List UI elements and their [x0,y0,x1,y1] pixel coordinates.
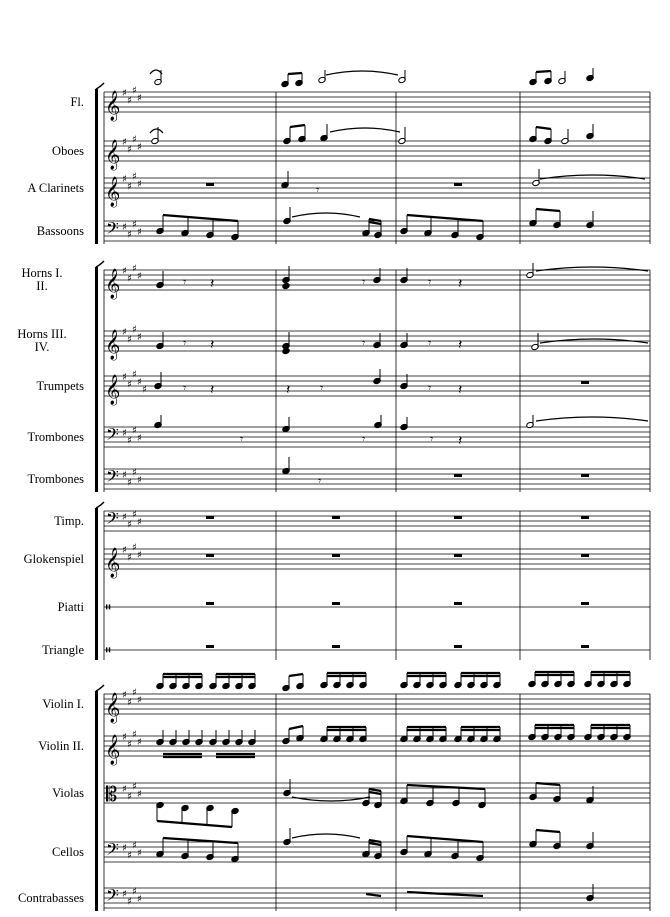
quarter-rest: 𝄽 [458,382,463,398]
sharp-icon: ♯ [132,369,137,381]
whole-rest [332,645,340,648]
instrument-label [0,328,84,354]
sharp-icon: ♯ [137,848,142,859]
whole-rest [454,554,462,557]
sharp-icon: ♯ [127,181,132,193]
instrument-label-text: Triangle [42,642,84,657]
beam [289,674,303,676]
instrument-label-text: Violin I. [42,696,84,711]
beam [288,73,302,74]
eighth-rest: 𝄾 [362,275,366,289]
bracket-hook [96,83,104,89]
eighth-rest: 𝄾 [430,432,434,446]
sharp-icon: ♯ [132,219,137,231]
beam [369,792,381,794]
sharp-icon: ♯ [127,697,132,709]
note-head [282,282,290,289]
percussion-clef-icon: 𝄥 [106,643,111,659]
tie [536,417,648,421]
bass-clef-icon: 𝄢 [106,466,119,490]
whole-rest [206,554,214,557]
instrument-label-text: IV. [34,340,50,354]
treble-clef-icon: 𝄞 [105,735,121,765]
instrument-label-text: Violas [52,785,84,800]
beam [536,127,551,129]
instrument-label-text: Fl. [70,94,84,109]
sharp-icon: ♯ [137,227,142,238]
sharp-icon: ♯ [127,791,132,803]
sharp-icon: ♯ [137,377,142,388]
sharp-icon: ♯ [122,372,127,383]
whole-rest [332,602,340,605]
eighth-rest: 𝄾 [240,432,244,446]
tie [292,797,370,801]
sharp-icon: ♯ [127,144,132,156]
instrument-labels [0,0,90,917]
beam [157,821,232,827]
instrument-label [0,473,84,486]
sharp-icon: ♯ [137,142,142,153]
eighth-rest: 𝄾 [428,381,432,395]
eighth-rest: 𝄾 [362,432,366,446]
whole-rest [332,516,340,519]
beam [290,125,305,127]
instrument-label [0,225,84,238]
whole-rest [454,645,462,648]
instrument-label-text: Cellos [52,844,84,859]
instrument-label [0,515,84,528]
quarter-rest: 𝄽 [458,276,463,292]
instrument-label [0,787,84,800]
sharp-icon: ♯ [122,843,127,854]
treble-clef-icon: 𝄞 [105,548,121,578]
group-bracket [95,691,98,911]
group-bracket [95,267,98,492]
treble-clef-icon: 𝄞 [105,91,121,121]
bass-clef-icon: 𝄢 [106,885,119,909]
eighth-rest: 𝄾 [183,381,187,395]
percussion-clef-icon: 𝄥 [106,600,111,616]
instrument-label-text: Timp. [54,513,84,528]
instrument-label-text: Oboes [52,143,84,158]
eighth-rest: 𝄾 [428,336,432,350]
bracket-hook [96,685,104,691]
instrument-label-text: Trumpets [36,378,84,393]
instrument-label-text: II. [36,279,48,293]
eighth-rest: 𝄾 [183,275,187,289]
instrument-label [0,267,84,293]
whole-rest [454,602,462,605]
tie [326,71,398,75]
bass-clef-icon: 𝄢 [106,508,119,532]
sharp-icon: ♯ [127,379,132,391]
sharp-icon: ♯ [132,85,137,97]
instrument-label [0,431,84,444]
sharp-icon: ♯ [122,428,127,439]
beam [407,892,483,896]
sharp-icon: ♯ [137,179,142,190]
group-bracket [95,89,98,244]
sharp-icon: ♯ [127,552,132,564]
instrument-label [0,601,84,614]
sharp-icon: ♯ [127,95,132,107]
instrument-label-text: Horns I. [21,266,63,280]
instrument-label-text: Glokenspiel [23,551,84,566]
sharp-icon: ♯ [127,739,132,751]
whole-rest [581,554,589,557]
beam [369,843,381,845]
tie [540,175,645,179]
tie [536,267,648,271]
sharp-icon: ♯ [137,695,142,706]
whole-rest [206,602,214,605]
whole-rest [332,554,340,557]
whole-rest [581,474,589,477]
beam [289,726,303,729]
quarter-rest: 𝄽 [210,382,215,398]
sharp-icon: ♯ [122,732,127,743]
alto-clef-icon: 𝄡 [106,782,118,806]
tie [150,129,163,133]
sharp-icon: ♯ [122,545,127,556]
whole-rest [581,645,589,648]
sharp-icon: ♯ [127,896,132,908]
sharp-icon: ♯ [137,433,142,444]
beam [366,894,381,896]
sharp-icon: ♯ [122,174,127,185]
group-bracket [95,508,98,660]
bass-clef-icon: 𝄢 [106,218,119,242]
sharp-icon: ♯ [132,324,137,336]
whole-rest [581,602,589,605]
whole-rest [454,183,462,186]
sharp-icon: ♯ [132,781,137,793]
beam [407,785,485,789]
sharp-icon: ♯ [137,737,142,748]
sharp-icon: ♯ [132,840,137,852]
sharp-icon: ♯ [137,789,142,800]
sharp-icon: ♯ [122,784,127,795]
sharp-icon: ♯ [132,729,137,741]
treble-clef-icon: 𝄞 [105,269,121,299]
instrument-label [0,644,84,657]
tie [292,834,360,838]
instrument-label-text: Trombones [27,471,84,486]
sharp-icon: ♯ [127,334,132,346]
instrument-label [0,553,84,566]
sharp-icon: ♯ [137,894,142,905]
instrument-label-text: Piatti [57,599,84,614]
whole-rest [206,645,214,648]
treble-clef-icon: 𝄞 [105,140,121,170]
beam [536,830,560,832]
treble-clef-icon: 𝄞 [105,375,121,405]
sharp-icon: ♯ [122,266,127,277]
whole-rest [454,516,462,519]
beam [407,215,483,221]
instrument-label-text: Violin II. [38,738,84,753]
quarter-rest: 𝄽 [210,337,215,353]
eighth-rest: 𝄾 [318,474,322,488]
quarter-rest: 𝄽 [286,382,291,398]
sharp-icon: ♯ [137,517,142,528]
beam [369,789,381,791]
sharp-icon: ♯ [122,137,127,148]
instrument-label-text: Trombones [27,429,84,444]
sharp-icon: ♯ [122,470,127,481]
sharp-icon: ♯ [132,263,137,275]
sharp-icon: ♯ [127,519,132,531]
sharp-icon: ♯ [132,509,137,521]
eighth-rest: 𝄾 [362,336,366,350]
bass-clef-icon: 𝄢 [106,424,119,448]
sharp-icon: ♯ [137,271,142,282]
whole-rest [206,183,214,186]
eighth-rest: 𝄾 [320,381,324,395]
tie [150,70,162,74]
instrument-label [0,698,84,711]
sharp-icon: ♯ [127,273,132,285]
sharp-icon: ♯ [122,327,127,338]
sharp-icon: ♯ [142,384,147,396]
whole-rest [581,381,589,384]
instrument-label-text: Bassoons [36,223,84,238]
sharp-icon: ♯ [122,88,127,99]
eighth-rest: 𝄾 [183,336,187,350]
instrument-label-text: Contrabasses [18,890,84,905]
treble-clef-icon: 𝄞 [105,330,121,360]
sharp-icon: ♯ [122,889,127,900]
instrument-label [0,96,84,109]
sharp-icon: ♯ [127,477,132,489]
sharp-icon: ♯ [122,222,127,233]
quarter-rest: 𝄽 [458,433,463,449]
instrument-label [0,145,84,158]
whole-rest [454,474,462,477]
beam [163,215,238,221]
sharp-icon: ♯ [132,171,137,183]
quarter-rest: 𝄽 [458,337,463,353]
sharp-icon: ♯ [122,690,127,701]
sharp-icon: ♯ [132,542,137,554]
sharp-icon: ♯ [127,435,132,447]
beam [536,71,551,72]
bracket-hook [96,502,104,508]
bracket-hook [96,261,104,267]
sharp-icon: ♯ [137,550,142,561]
instrument-label [0,380,84,393]
tie [330,128,400,132]
sharp-icon: ♯ [132,687,137,699]
treble-clef-icon: 𝄞 [105,693,121,723]
sharp-icon: ♯ [122,512,127,523]
sharp-icon: ♯ [137,93,142,104]
sharp-icon: ♯ [132,134,137,146]
sharp-icon: ♯ [132,425,137,437]
sharp-icon: ♯ [132,467,137,479]
instrument-label-text: A Clarinets [27,180,84,195]
instrument-label [0,846,84,859]
quarter-rest: 𝄽 [210,276,215,292]
sharp-icon: ♯ [127,229,132,241]
eighth-rest: 𝄾 [316,183,320,197]
sharp-icon: ♯ [132,886,137,898]
instrument-label [0,182,84,195]
beam [536,209,560,211]
instrument-label [0,740,84,753]
instrument-label-text: Horns III. [17,327,67,341]
beam [407,836,483,842]
bass-clef-icon: 𝄢 [106,839,119,863]
eighth-rest: 𝄾 [428,275,432,289]
sharp-icon: ♯ [137,332,142,343]
sharp-icon: ♯ [127,850,132,862]
treble-clef-icon: 𝄞 [105,177,121,207]
whole-rest [206,516,214,519]
sharp-icon: ♯ [137,475,142,486]
instrument-label [0,892,84,905]
whole-rest [581,516,589,519]
tie [292,213,360,217]
beam [369,222,381,224]
